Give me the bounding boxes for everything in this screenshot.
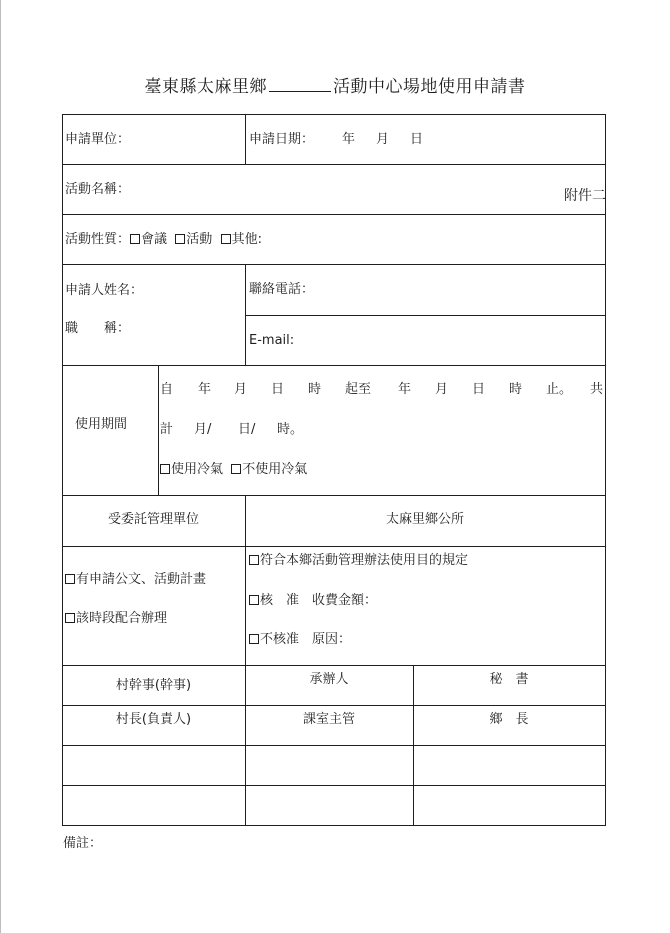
check-schedule-row [65,611,167,627]
page-edge [0,0,1,933]
div-period [158,365,159,495]
sig-village-clerk: 村幹事(幹事) [115,678,192,693]
check-reject-text: 不核准 原因： [260,632,352,647]
line-row9 [62,745,606,746]
checkbox-activity[interactable] [175,234,185,244]
check-approve-row [249,593,377,609]
line-top [62,114,606,115]
option-use-ac: 使用冷氣 [171,462,224,477]
checkbox-other[interactable] [221,234,231,244]
checkbox-schedule[interactable] [65,613,75,623]
line-row4 [62,365,606,366]
ac-options-row [160,462,307,478]
line-row1 [62,164,606,165]
line-phone-email [245,315,606,316]
period-year-2: 年 [398,382,412,397]
div-row1 [245,114,246,164]
checkbox-approve[interactable] [249,595,259,605]
entrusted-unit-label: 受委託管理單位 [107,512,199,527]
div-signature [413,665,414,825]
checkbox-rules[interactable] [249,555,259,565]
option-no-ac: 不使用冷氣 [242,462,308,477]
sig-secretary: 秘 書 [489,672,529,687]
line-row8 [62,705,606,706]
check-rules-row [249,553,468,569]
checkbox-use-ac[interactable] [160,464,170,474]
checkbox-reject[interactable] [249,634,259,644]
line-row10 [62,785,606,786]
period-months: 月/ [194,422,212,437]
checkbox-meeting[interactable] [130,234,140,244]
period-hour-1: 時 [308,382,322,397]
title-prefix: 臺東縣太麻里鄉 [144,77,267,97]
period-from: 自 [160,382,174,397]
period-month-1: 月 [234,382,248,397]
check-reject-row [249,632,351,648]
option-activity: 活動 [186,232,213,247]
activity-type-label: 活動性質： [65,232,131,247]
check-document-row [65,572,206,588]
activity-name-label: 活動名稱： [65,182,131,197]
checkbox-no-ac[interactable] [231,464,241,474]
line-row2 [62,214,606,215]
period-day-1: 日 [271,382,285,397]
applicant-unit-label: 申請單位： [65,132,131,147]
line-row3 [62,264,606,265]
line-row6 [62,546,606,547]
border-right [605,114,606,825]
period-label: 使用期間 [75,417,128,432]
date-month-label: 月 [376,132,390,147]
email-label: E-mail: [249,333,295,348]
option-meeting: 會議 [141,232,168,247]
line-row7 [62,665,606,666]
attachment-label: 附件二 [564,188,606,204]
check-rules-text: 符合本鄉活動管理辦法使用目的規定 [260,553,469,568]
job-title-label: 職 稱： [65,321,131,336]
line-row5 [62,495,606,496]
checkbox-document[interactable] [65,574,75,584]
period-hour-2: 時 [509,382,523,397]
period-days: 日/ [238,422,256,437]
applicant-name-label: 申請人姓名： [65,283,144,298]
sig-village-chief: 村長(負責人) [115,712,192,727]
title-suffix: 活動中心場地使用申請書 [333,77,526,97]
period-year-1: 年 [198,382,212,397]
sig-mayor: 鄉 長 [489,712,529,727]
sig-section-head: 課室主管 [302,712,355,727]
period-month-2: 月 [435,382,449,397]
title-blank-line[interactable] [269,77,331,92]
office-name: 太麻里鄉公所 [385,512,464,527]
line-bottom [62,825,606,826]
div-lower [245,495,246,825]
period-day-2: 日 [472,382,486,397]
period-hours: 時。 [277,422,304,437]
option-other: 其他: [231,232,262,247]
check-document-text: 有申請公文、活動計畫 [76,572,207,587]
period-count: 計 [160,422,174,437]
apply-date-label: 申請日期： [249,132,315,147]
activity-type-row [65,232,262,248]
date-day-label: 日 [410,132,424,147]
remark-label: 備註： [63,836,103,851]
check-approve-text: 核 准 收費金額： [260,593,378,608]
sig-handler: 承辦人 [309,672,349,687]
period-until: 起至 [345,382,372,397]
phone-label: 聯絡電話： [249,282,315,297]
period-total: 共 [590,382,604,397]
form-title [0,72,670,97]
div-row4 [245,264,246,365]
check-schedule-text: 該時段配合辦理 [76,611,168,626]
period-end: 止。 [546,382,573,397]
date-year-label: 年 [342,132,356,147]
